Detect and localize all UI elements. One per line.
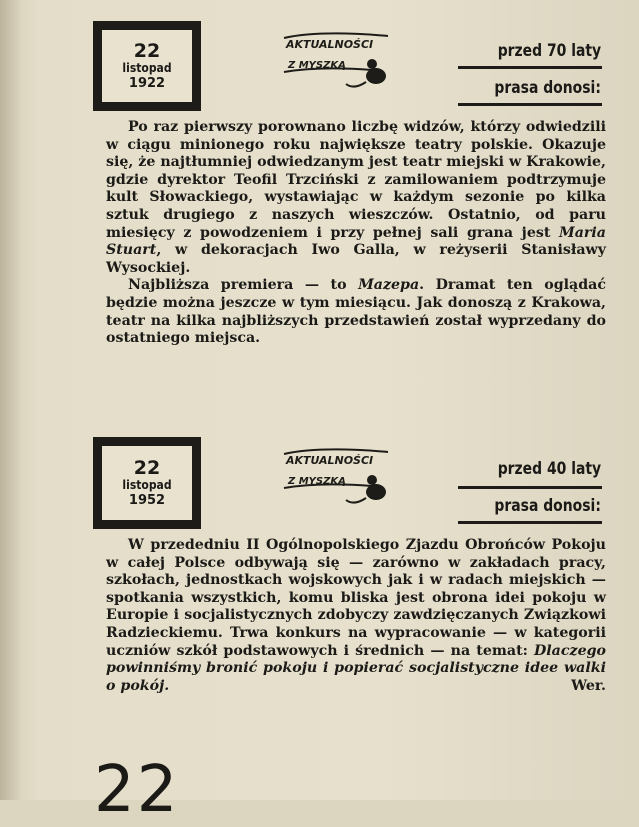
- logo-text-line1: AKTUALNOŚCI: [286, 454, 374, 467]
- article-1952: [106, 537, 606, 695]
- date-month: listopad: [122, 60, 172, 75]
- logo-text-line2: Z MYSZKĄ: [288, 60, 346, 71]
- play-title: Mazepa: [358, 277, 420, 294]
- press-reports-2: prasa donosi:: [494, 496, 601, 516]
- paragraph-text: , w dekoracjach Iwo Galla, w reżyserii Stanisławy Wysockiej.: [106, 242, 606, 276]
- essay-topic: Dlaczego powinniśmy bronić pokoju i popierać socjalistyczne idee walki o pokój.: [106, 642, 606, 694]
- divider-rule-1: [458, 66, 602, 69]
- mouse-logo-icon: [280, 24, 400, 94]
- date-day: 22: [133, 456, 161, 479]
- date-month: listopad: [122, 477, 172, 492]
- page-number: 22: [94, 753, 180, 827]
- date-box-1952: [93, 437, 201, 529]
- article-paragraph: [106, 537, 606, 695]
- mouse-logo-icon: [280, 440, 400, 510]
- date-day: 22: [133, 39, 161, 62]
- years-ago-2: przed 40 laty: [497, 459, 601, 479]
- logo-text-line1: AKTUALNOŚCI: [286, 38, 374, 51]
- paragraph-text: Najbliższa premiera — to: [128, 277, 347, 294]
- years-ago-1: przed 70 laty: [497, 41, 601, 61]
- play-title: Maria Stuart: [106, 224, 606, 259]
- mouse-logo-2: [280, 440, 400, 510]
- page-fold-shadow: [0, 0, 20, 800]
- date-year: 1952: [128, 492, 166, 508]
- divider-rule-3: [458, 486, 602, 489]
- article-paragraph: [106, 119, 606, 277]
- date-box-1922: [93, 21, 201, 111]
- mouse-logo-1: [280, 24, 400, 94]
- date-year: 1922: [128, 75, 166, 91]
- divider-rule-4: [458, 521, 602, 524]
- paragraph-text: W przededniu II Ogólnopolskiego Zjazdu Obrońców Pokoju w całej Polsce odbywają się — zarówno w zakładach pracy, szkołach, jednostkach wojskowych jak i w radach miejskich — spotkania wszystkich, komu bliska jest obrona idei pokoju w Europie i socjalistycznych zdobyczy zawdzięczanych Związkowi Radzieckiemu. Trwa konkurs na wypracowanie — w kategorii uczniów szkół podstawowych i średnich — na temat:: [106, 537, 606, 659]
- press-reports-1: prasa donosi:: [494, 78, 601, 98]
- article-1922: [106, 119, 606, 348]
- paragraph-text: Po raz pierwszy porownano liczbę widzów, którzy odwiedzili w ciągu minionego roku największe teatry polskie. Okazuje się, że najtłumniej odwiedzanym jest teatr miejski w Krakowie, gdzie dyrektor Teofil Trzciński z zamilowaniem podtrzymuje kult Słowackiego, wystawiając w każdym sezonie po kilka sztuk drugiego z naszych wieszczów. Ostatnio, od paru miesięcy z powodzeniem i przy pełnej sali grana jest: [106, 119, 606, 241]
- divider-rule-2: [458, 103, 602, 106]
- article-paragraph: [106, 277, 606, 347]
- paragraph-text: . Dramat ten oglądać będzie można jeszcze w tym miesiącu. Jak donoszą z Krakowa, teatr na kilka najbliższych przedstawień został wyprzedany do ostatniego miejsca.: [106, 277, 606, 347]
- author-signature: Wer.: [571, 677, 606, 694]
- logo-text-line2: Z MYSZKĄ: [288, 476, 346, 487]
